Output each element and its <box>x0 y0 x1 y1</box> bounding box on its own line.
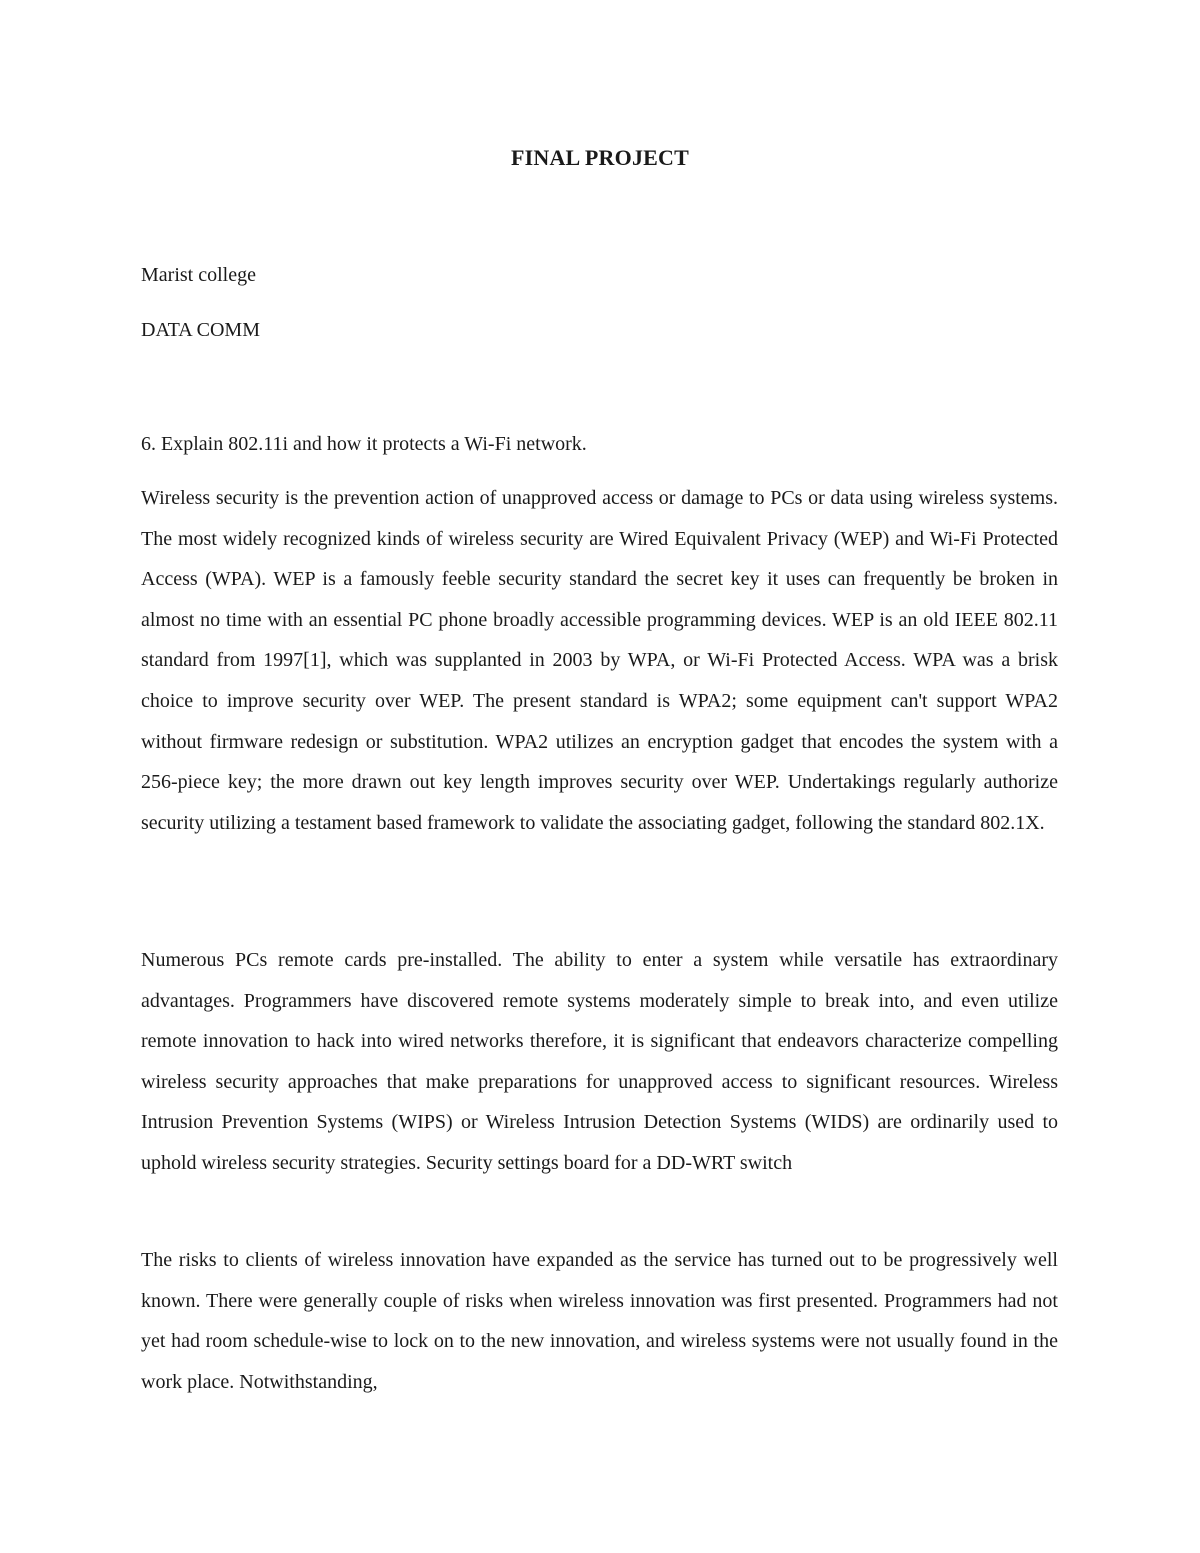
institution-name: Marist college <box>141 264 256 286</box>
document-title: FINAL PROJECT <box>510 145 689 170</box>
paragraph-2: Numerous PCs remote cards pre-installed. The ability to enter a system while versatile has extraordinary advantages. Programmers have discovered remote systems moderately simple to break into, and even utilize remote innovation to hack into wired networks therefore, it is significant that endeavors characterize compelling wireless security approaches that make preparations for unapproved access to significant resources. Wireless Intrusion Prevention Systems (WIPS) or Wireless Intrusion Detection Systems (WIDS) are ordinarily used to uphold wireless security strategies. Security settings board for a DD-WRT switch <box>141 949 1058 1174</box>
paragraph-3: The risks to clients of wireless innovation have expanded as the service has turned out to be progressively well known. There were generally couple of risks when wireless innovation was first presented. Programmers had not yet had room schedule-wise to lock on to the new innovation, and wireless systems were not usually found in the work place. Notwithstanding, <box>141 1249 1058 1393</box>
paragraph-1: Wireless security is the prevention action of unapproved access or damage to PCs or data using wireless systems. The most widely recognized kinds of wireless security are Wired Equivalent Privacy (WEP) and Wi-Fi Protected Access (WPA). WEP is a famously feeble security standard the secret key it uses can frequently be broken in almost no time with an essential PC phone broadly accessible programming devices. WEP is an old IEEE 802.11 standard from 1997[1], which was supplanted in 2003 by WPA, or Wi-Fi Protected Access. WPA was a brisk choice to improve security over WEP. The present standard is WPA2; some equipment can't support WPA2 without firmware redesign or substitution. WPA2 utilizes an encryption gadget that encodes the system with a 256-piece key; the more drawn out key length improves security over WEP. Undertakings regularly authorize security utilizing a testament based framework to validate the associating gadget, following the standard 802.1X. <box>141 487 1058 834</box>
question-heading: 6. Explain 802.11i and how it protects a Wi-Fi network. <box>141 433 587 455</box>
course-name: DATA COMM <box>141 319 260 341</box>
